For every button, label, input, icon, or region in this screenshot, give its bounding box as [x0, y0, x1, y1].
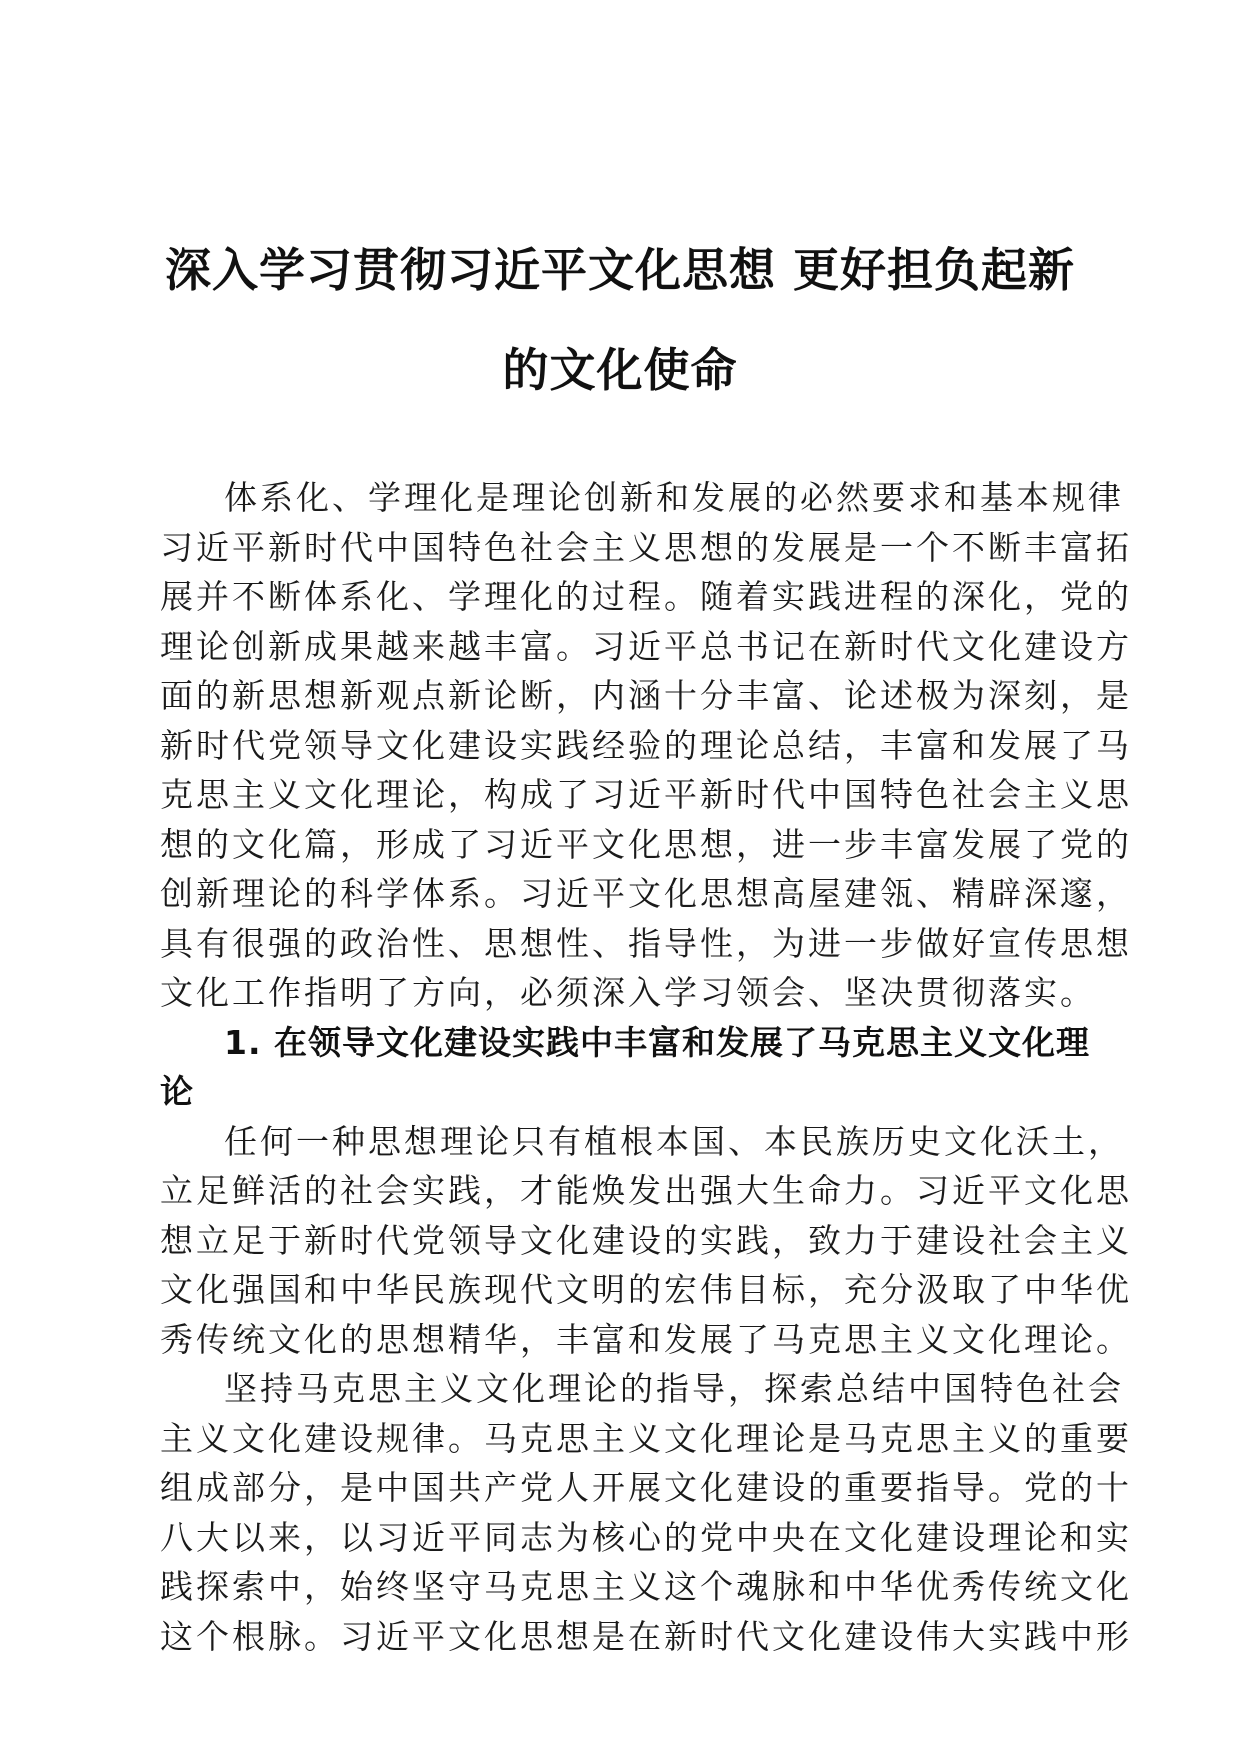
text-line: 文化强国和中华民族现代文明的宏伟目标，充分汲取了中华优 [160, 1270, 1132, 1309]
text-line: 八大以来，以习近平同志为核心的党中央在文化建设理论和实 [160, 1517, 1132, 1557]
section-heading-1 [160, 1018, 1090, 1117]
text-line: 文化工作指明了方向，必须深入学习领会、坚决贯彻落实。 [160, 973, 1096, 1012]
text-line: 想立足于新时代党领导文化建设的实践，致力于建设社会主义 [160, 1220, 1132, 1260]
title-line-2: 的文化使命 [502, 343, 738, 397]
text-line: 组成部分，是中国共产党人开展文化建设的重要指导。党的十 [160, 1468, 1132, 1507]
text-line: 理论创新成果越来越丰富。习近平总书记在新时代文化建设方 [160, 626, 1132, 666]
title-line-1: 深入学习贯彻习近平文化思想 更好担负起新 [164, 243, 1075, 297]
text-line: 习近平新时代中国特色社会主义思想的发展是一个不断丰富拓 [160, 527, 1132, 567]
text-line: 秀传统文化的思想精华，丰富和发展了马克思主义文化理论。 [160, 1319, 1132, 1359]
text-line: 想的文化篇，形成了习近平文化思想，进一步丰富发展了党的 [160, 824, 1132, 864]
paragraph-section-1-a [160, 1117, 1132, 1365]
text-line: 克思主义文化理论，构成了习近平新时代中国特色社会主义思 [160, 775, 1132, 814]
text-line: 主义文化建设规律。马克思主义文化理论是马克思主义的重要 [160, 1418, 1132, 1458]
text-line: 坚持马克思主义文化理论的指导，探索总结中国特色社会 [224, 1369, 1124, 1408]
text-line: 践探索中，始终坚守马克思主义这个魂脉和中华优秀传统文化 [160, 1567, 1132, 1606]
text-line: 任何一种思想理论只有植根本国、本民族历史文化沃土， [224, 1121, 1124, 1161]
text-line: 面的新思想新观点新论断，内涵十分丰富、论述极为深刻，是 [160, 676, 1132, 715]
paragraph-section-1-b [160, 1364, 1132, 1661]
text-line: 立足鲜活的社会实践，才能焕发出强大生命力。习近平文化思 [160, 1171, 1132, 1210]
text-line: 具有很强的政治性、思想性、指导性，为进一步做好宣传思想 [160, 923, 1132, 963]
document-body [160, 473, 1132, 1661]
paragraph-intro [160, 473, 1132, 1018]
heading-line: 1. 在领导文化建设实践中丰富和发展了马克思主义文化理 [224, 1022, 1090, 1062]
document-title [150, 220, 1090, 420]
text-line: 新时代党领导文化建设实践经验的理论总结，丰富和发展了马 [160, 725, 1132, 765]
text-line: 这个根脉。习近平文化思想是在新时代文化建设伟大实践中形 [160, 1616, 1132, 1656]
heading-line: 论 [160, 1072, 194, 1111]
text-line: 体系化、学理化是理论创新和发展的必然要求和基本规律 [224, 478, 1124, 517]
text-line: 创新理论的科学体系。习近平文化思想高屋建瓴、精辟深邃， [160, 874, 1132, 913]
text-line: 展并不断体系化、学理化的过程。随着实践进程的深化，党的 [160, 577, 1132, 616]
